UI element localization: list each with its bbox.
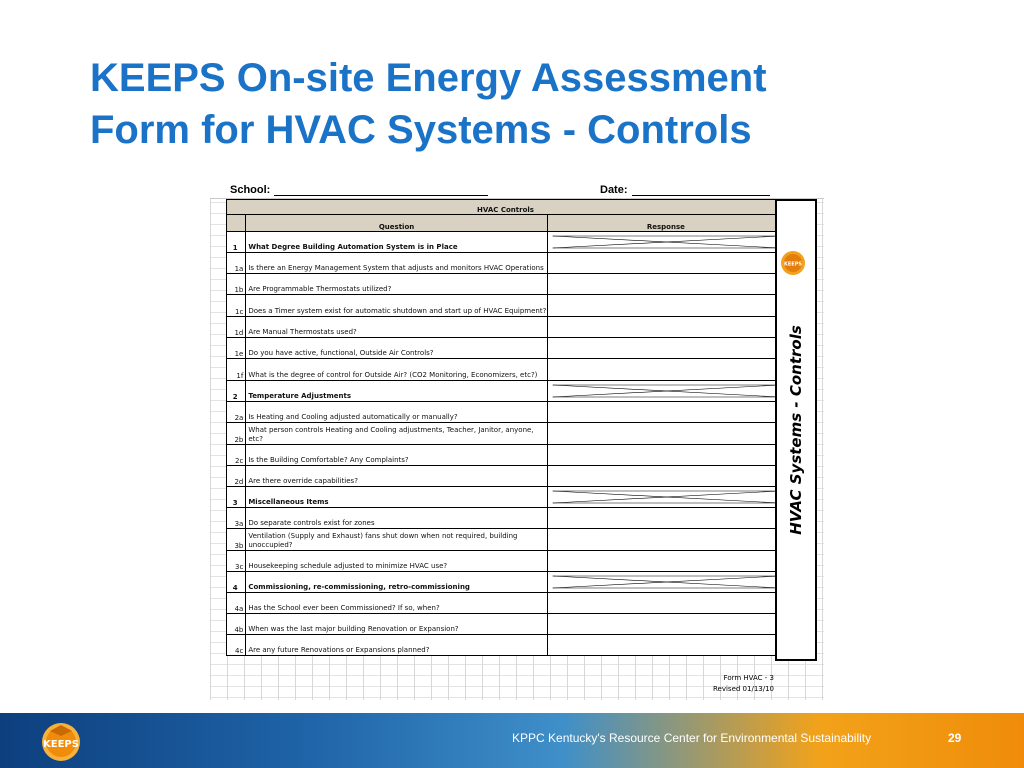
row-number: 3b — [227, 529, 246, 551]
response-cell[interactable] — [547, 338, 784, 359]
question-text: Is Heating and Cooling adjusted automatically or manually? — [246, 402, 547, 423]
cross-out-mark — [548, 381, 784, 401]
section-row — [227, 487, 785, 508]
row-number: 4c — [227, 635, 246, 656]
question-row — [227, 295, 785, 317]
footer-bar — [0, 713, 1024, 768]
assessment-form-image — [210, 180, 824, 700]
cross-out-mark — [548, 232, 784, 252]
row-number: 2b — [227, 423, 246, 445]
question-text: What is the degree of control for Outside Air? (CO2 Monitoring, Economizers, etc?) — [246, 359, 547, 381]
question-row — [227, 359, 785, 381]
question-row — [227, 338, 785, 359]
question-text: Housekeeping schedule adjusted to minimize HVAC use? — [246, 551, 547, 572]
footer-logo-text: KEEPS — [43, 739, 79, 750]
question-row — [227, 593, 785, 614]
response-cell-crossed — [547, 487, 784, 508]
question-text: Do separate controls exist for zones — [246, 508, 547, 529]
side-logo-text: KEEPS — [784, 261, 802, 268]
row-number: 3c — [227, 551, 246, 572]
footer-org-text: KPPC Kentucky's Resource Center for Environmental Sustainability — [512, 731, 872, 745]
response-cell[interactable] — [547, 253, 784, 274]
row-number: 2a — [227, 402, 246, 423]
question-row — [227, 274, 785, 295]
question-text: Does a Timer system exist for automatic shutdown and start up of HVAC Equipment? — [246, 295, 547, 317]
response-cell[interactable] — [547, 593, 784, 614]
question-text: What person controls Heating and Cooling adjustments, Teacher, Janitor, anyone, etc? — [246, 423, 547, 445]
question-row — [227, 614, 785, 635]
table-title-row — [227, 200, 785, 215]
question-text: Are any future Renovations or Expansions planned? — [246, 635, 547, 656]
row-number: 1e — [227, 338, 246, 359]
num-header — [227, 215, 246, 232]
row-number: 1 — [227, 232, 246, 253]
section-heading: Temperature Adjustments — [246, 381, 547, 402]
response-cell[interactable] — [547, 402, 784, 423]
question-row — [227, 466, 785, 487]
question-text: Ventilation (Supply and Exhaust) fans shut down when not required, building unoccupied? — [246, 529, 547, 551]
row-number: 1f — [227, 359, 246, 381]
slide-title-line-2: Form for HVAC Systems - Controls — [90, 108, 752, 152]
response-cell-crossed — [547, 232, 784, 253]
school-label: School: — [230, 184, 271, 196]
section-heading: What Degree Building Automation System is in Place — [246, 232, 547, 253]
page-number: 29 — [948, 731, 962, 745]
response-cell-crossed — [547, 381, 784, 402]
form-revised: Revised 01/13/10 — [712, 685, 774, 693]
section-heading: Commissioning, re-commissioning, retro-commissioning — [246, 572, 547, 593]
row-number: 4a — [227, 593, 246, 614]
response-cell[interactable] — [547, 295, 784, 317]
slide-title — [90, 52, 970, 156]
date-label: Date: — [600, 184, 628, 196]
section-row — [227, 381, 785, 402]
response-cell[interactable] — [547, 359, 784, 381]
question-text: Are Programmable Thermostats utilized? — [246, 274, 547, 295]
keeps-seal-icon — [779, 249, 807, 277]
question-row — [227, 423, 785, 445]
row-number: 4 — [227, 572, 246, 593]
row-number: 3a — [227, 508, 246, 529]
question-text: Are Manual Thermostats used? — [246, 317, 547, 338]
question-row — [227, 445, 785, 466]
row-number: 1b — [227, 274, 246, 295]
response-header: Response — [547, 215, 784, 232]
question-row — [227, 551, 785, 572]
response-cell[interactable] — [547, 317, 784, 338]
table-title: HVAC Controls — [227, 200, 785, 215]
cross-out-mark — [548, 487, 784, 507]
question-text: Are there override capabilities? — [246, 466, 547, 487]
row-number: 2d — [227, 466, 246, 487]
response-cell[interactable] — [547, 529, 784, 551]
section-heading: Miscellaneous Items — [246, 487, 547, 508]
question-row — [227, 402, 785, 423]
response-cell[interactable] — [547, 423, 784, 445]
response-cell[interactable] — [547, 635, 784, 656]
response-cell[interactable] — [547, 445, 784, 466]
row-number: 2 — [227, 381, 246, 402]
slide-title-line-1: KEEPS On-site Energy Assessment — [90, 56, 767, 100]
question-text: Is the Building Comfortable? Any Complaints? — [246, 445, 547, 466]
table-header-row — [227, 215, 785, 232]
question-text: Is there an Energy Management System that adjusts and monitors HVAC Operations — [246, 253, 547, 274]
question-row — [227, 253, 785, 274]
response-cell[interactable] — [547, 274, 784, 295]
school-field-line — [274, 195, 488, 196]
response-cell[interactable] — [547, 466, 784, 487]
section-row — [227, 232, 785, 253]
form-id: Form HVAC - 3 — [723, 674, 774, 682]
row-number: 1d — [227, 317, 246, 338]
cross-out-mark — [548, 572, 784, 592]
form-header — [210, 180, 824, 199]
question-text: When was the last major building Renovation or Expansion? — [246, 614, 547, 635]
response-cell[interactable] — [547, 551, 784, 572]
date-field-line — [632, 195, 770, 196]
row-number: 4b — [227, 614, 246, 635]
row-number: 2c — [227, 445, 246, 466]
response-cell[interactable] — [547, 508, 784, 529]
question-row — [227, 317, 785, 338]
response-cell[interactable] — [547, 614, 784, 635]
question-header: Question — [246, 215, 547, 232]
section-row — [227, 572, 785, 593]
hvac-controls-table — [226, 199, 785, 656]
response-cell-crossed — [547, 572, 784, 593]
row-number: 3 — [227, 487, 246, 508]
side-panel — [775, 199, 817, 661]
question-row — [227, 635, 785, 656]
keeps-logo-icon — [30, 719, 94, 763]
row-number: 1c — [227, 295, 246, 317]
question-row — [227, 529, 785, 551]
row-number: 1a — [227, 253, 246, 274]
question-row — [227, 508, 785, 529]
question-text: Has the School ever been Commissioned? If so, when? — [246, 593, 547, 614]
question-text: Do you have active, functional, Outside Air Controls? — [246, 338, 547, 359]
side-panel-label: HVAC Systems - Controls — [787, 325, 805, 535]
